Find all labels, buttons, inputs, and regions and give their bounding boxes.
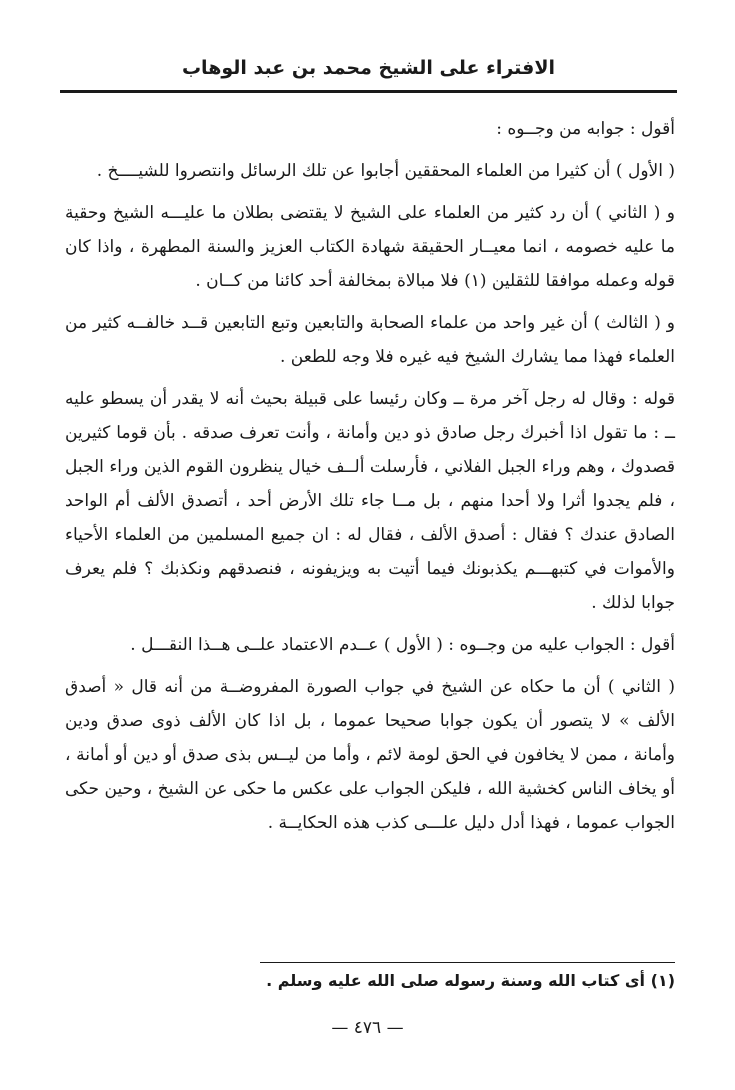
footnote-rule	[260, 962, 675, 963]
body-text	[65, 112, 675, 848]
page-number: — ٤٧٦ —	[331, 1018, 404, 1038]
header-rule	[60, 90, 677, 93]
paragraph: قوله : وقال له رجل آخر مرة ــ وكان رئيسا على قبيلة بحيث أنه لا يقدر أن يسطو عليه ــ : ما تقول اذا أخبرك رجل صادق ذو دين وأمانة ، وأنت تعرف صدقه . بأن قوما كثيرين قصدوك ، وهم وراء الجبل الفلاني ، فأرسلت ألــف خيال ينظرون القوم الذين وراء الجبل ، فلم يجدوا أثرا ولا أحدا منهم ، بل مــا جاء تلك الأرض أحد ، أتصدق الألف أم الواحد الصادق عندك ؟ فقال : أصدق الألف ، فقال له : ان جميع المسلمين من العلماء الأحياء والأموات في كتبهـــم يكذبونك فيما أتيت به ويزيفونه ، فنصدقهم ونكذبك ؟ فلم يعرف جوابا لذلك .	[65, 389, 675, 613]
paragraph: أقول : الجواب عليه من وجــوه : ( الأول ) عــدم الاعتماد علــى هــذا النقـــل .	[130, 635, 675, 655]
paragraph: و ( الثالث ) أن غير واحد من علماء الصحابة والتابعين وتبع التابعين قــد خالفــه كثير من العلماء فهذا مما يشارك الشيخ فيه غيره فلا وجه للطعن .	[65, 313, 675, 367]
paragraph: و ( الثاني ) أن رد كثير من العلماء على الشيخ لا يقتضى بطلان ما عليـــه الشيخ وحقية ما عليه خصومه ، انما معيــار الحقيقة شهادة الكتاب العزيز والسنة المطهرة ، واذا كان قوله وعمله موافقا للثقلين (١) فلا مبالاة بمخالفة أحد كائنا من كــان .	[65, 203, 675, 291]
paragraph: ( الأول ) أن كثيرا من العلماء المحققين أجابوا عن تلك الرسائل وانتصروا للشيــــخ .	[96, 161, 675, 181]
paragraph: أقول : جوابه من وجــوه :	[496, 119, 675, 139]
paragraph: ( الثاني ) أن ما حكاه عن الشيخ في جواب الصورة المفروضــة من أنه قال « أصدق الألف » لا يتصور أن يكون جوابا صحيحا عموما ، بل اذا كان الألف ذوى صدق ودين وأمانة ، ممن لا يخافون في الحق لومة لائم ، وأما من ليــس بذى صدق أو دين أو أمانة ، أو يخاف الناس كخشية الله ، فليكن الجواب على عكس ما حكى عن الشيخ ، وحين حكى الجواب عموما ، فهذا أدل دليل علـــى كذب هذه الحكايــة .	[65, 677, 675, 833]
footnote: (١) أى كتاب الله وسنة رسوله صلى الله عليه وسلم .	[266, 971, 675, 990]
running-header-title: الافتراء على الشيخ محمد بن عبد الوهاب	[181, 57, 556, 79]
